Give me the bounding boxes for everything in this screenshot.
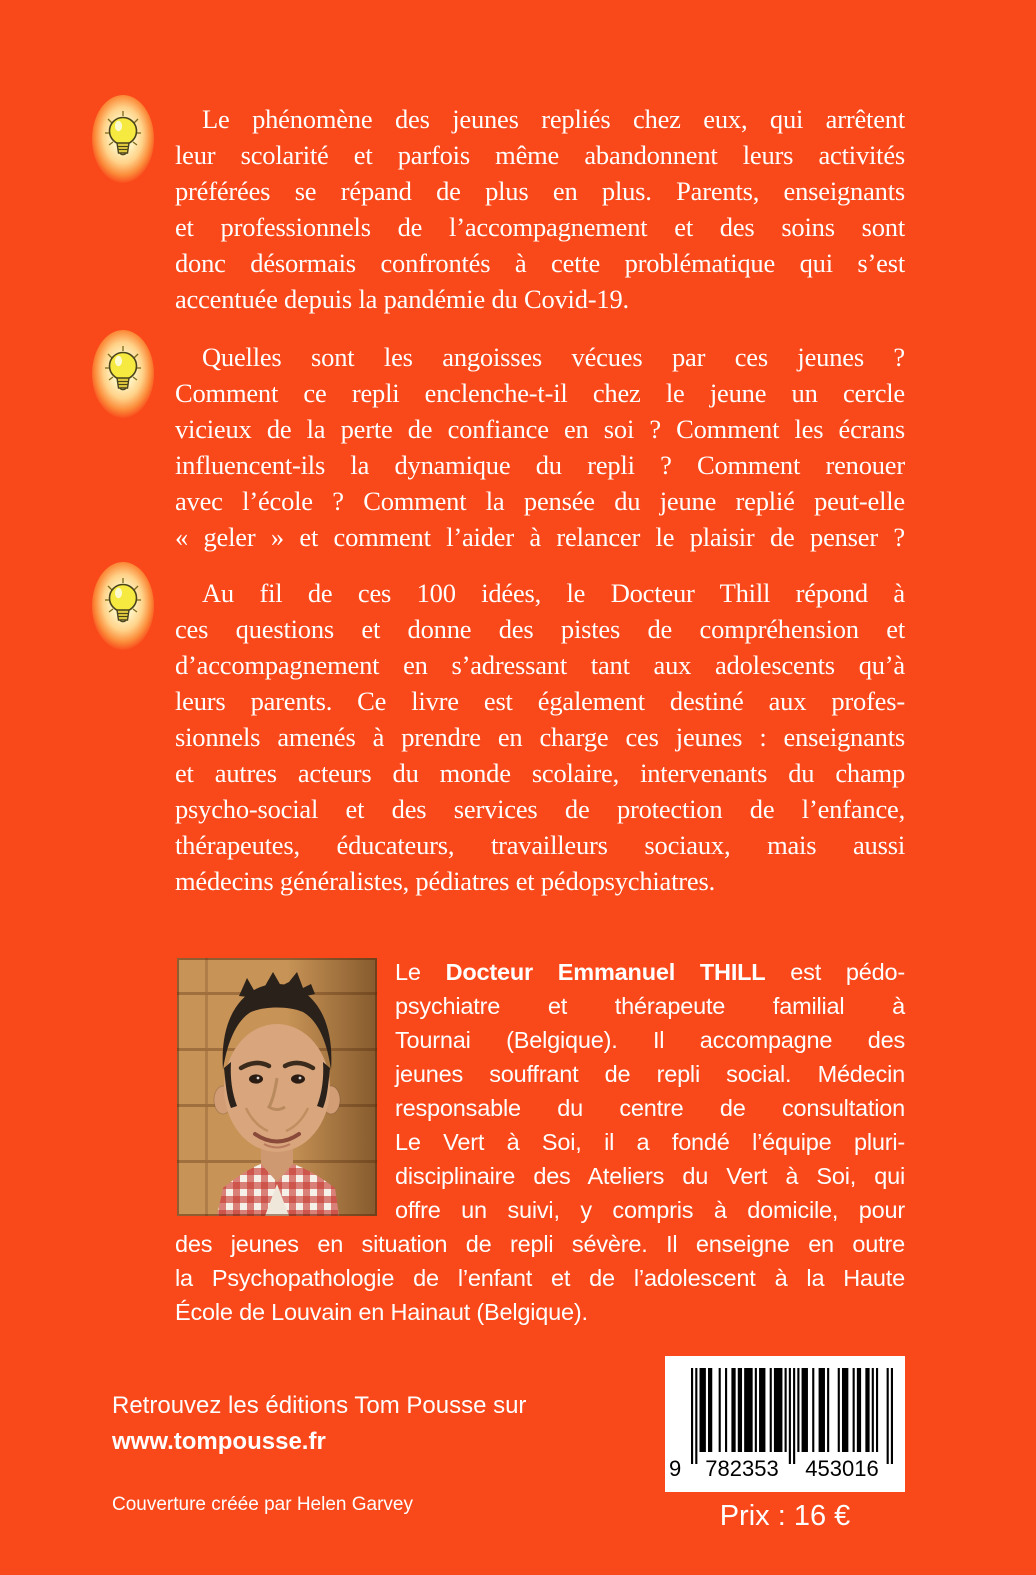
text-line: vicieux de la perte de confiance en soi ? Comment les écrans bbox=[175, 414, 905, 444]
paragraph-questions bbox=[175, 339, 905, 555]
lightbulb-icon bbox=[92, 95, 154, 183]
text-line: Comment ce repli enclenche-t-il chez le jeune un cercle bbox=[175, 378, 905, 408]
publisher-find-us-text: Retrouvez les éditions Tom Pousse sur bbox=[112, 1392, 527, 1419]
paragraph-phenomene bbox=[175, 101, 905, 317]
publisher-website: www.tompousse.fr bbox=[112, 1428, 326, 1455]
text-line: d’accompagnement en s’adressant tant aux adolescents qu’à bbox=[175, 650, 905, 680]
text-line: jeunes souffrant de repli social. Médecin bbox=[395, 1061, 905, 1087]
barcode-digit-lead: 9 bbox=[669, 1458, 689, 1480]
text-line: et autres acteurs du monde scolaire, intervenants du champ bbox=[175, 758, 905, 788]
text-line: Le Vert à Soi, il a fondé l’équipe pluri- bbox=[395, 1129, 905, 1155]
text-line: Au fil de ces 100 idées, le Docteur Thill répond à bbox=[202, 578, 905, 608]
author-photo bbox=[177, 958, 377, 1216]
text-line: leurs parents. Ce livre est également destiné aux profes- bbox=[175, 686, 905, 716]
bio-line1-pre: Le bbox=[395, 959, 446, 985]
text-line: psycho-social et des services de protection de l’enfance, bbox=[175, 794, 905, 824]
text-line: Quelles sont les angoisses vécues par ces jeunes ? bbox=[202, 342, 905, 372]
lightbulb-icon bbox=[92, 330, 154, 418]
text-line: donc désormais confrontés à cette problématique qui s’est bbox=[175, 248, 905, 278]
barcode-bars bbox=[691, 1368, 893, 1464]
text-line: Tournai (Belgique). Il accompagne des bbox=[395, 1027, 905, 1053]
text-line: thérapeutes, éducateurs, travailleurs sociaux, mais aussi bbox=[175, 830, 905, 860]
text-line: médecins généralistes, pédiatres et pédopsychiatres. bbox=[175, 866, 716, 896]
text-line: et professionnels de l’accompagnement et des soins sont bbox=[175, 212, 905, 242]
barcode-digit-group1: 782353 bbox=[699, 1458, 785, 1480]
text-line: sionnels amenés à prendre en charge ces jeunes : enseignants bbox=[175, 722, 905, 752]
text-line: leur scolarité et parfois même abandonnent leurs activités bbox=[175, 140, 905, 170]
text-line: accentuée depuis la pandémie du Covid-19. bbox=[175, 284, 629, 314]
text-line: préférées se répand de plus en plus. Parents, enseignants bbox=[175, 176, 905, 206]
text-line: influencent-ils la dynamique du repli ? Comment renouer bbox=[175, 450, 905, 480]
text-line: offre un suivi, y compris à domicile, pour bbox=[395, 1197, 905, 1223]
text-line: disciplinaire des Ateliers du Vert à Soi, qui bbox=[395, 1163, 905, 1189]
lightbulb-icon bbox=[92, 562, 154, 650]
text-line: responsable du centre de consultation bbox=[395, 1095, 905, 1121]
text-line: psychiatre et thérapeute familial à bbox=[395, 993, 905, 1019]
text-line bbox=[395, 955, 905, 989]
text-line: Le phénomène des jeunes repliés chez eux, qui arrêtent bbox=[202, 104, 905, 134]
cover-credit: Couverture créée par Helen Garvey bbox=[112, 1494, 413, 1515]
text-line: « geler » et comment l’aider à relancer le plaisir de penser ? bbox=[175, 522, 905, 552]
text-line: École de Louvain en Hainaut (Belgique). bbox=[175, 1299, 588, 1325]
text-line: la Psychopathologie de l’enfant et de l’adolescent à la Haute bbox=[175, 1265, 905, 1291]
author-bio bbox=[395, 955, 905, 1227]
paragraph-100-idees bbox=[175, 575, 905, 899]
isbn-barcode bbox=[665, 1356, 905, 1492]
bio-line1-post: est pédo- bbox=[765, 959, 905, 985]
author-bio-continued bbox=[175, 1227, 905, 1329]
author-name: Docteur Emmanuel THILL bbox=[445, 959, 766, 985]
price-label: Prix : 16 € bbox=[719, 1500, 851, 1532]
text-line: des jeunes en situation de repli sévère. Il enseigne en outre bbox=[175, 1231, 905, 1257]
text-line: ces questions et donne des pistes de compréhension et bbox=[175, 614, 905, 644]
barcode-digit-group2: 453016 bbox=[799, 1458, 885, 1480]
text-line: avec l’école ? Comment la pensée du jeune replié peut-elle bbox=[175, 486, 905, 516]
